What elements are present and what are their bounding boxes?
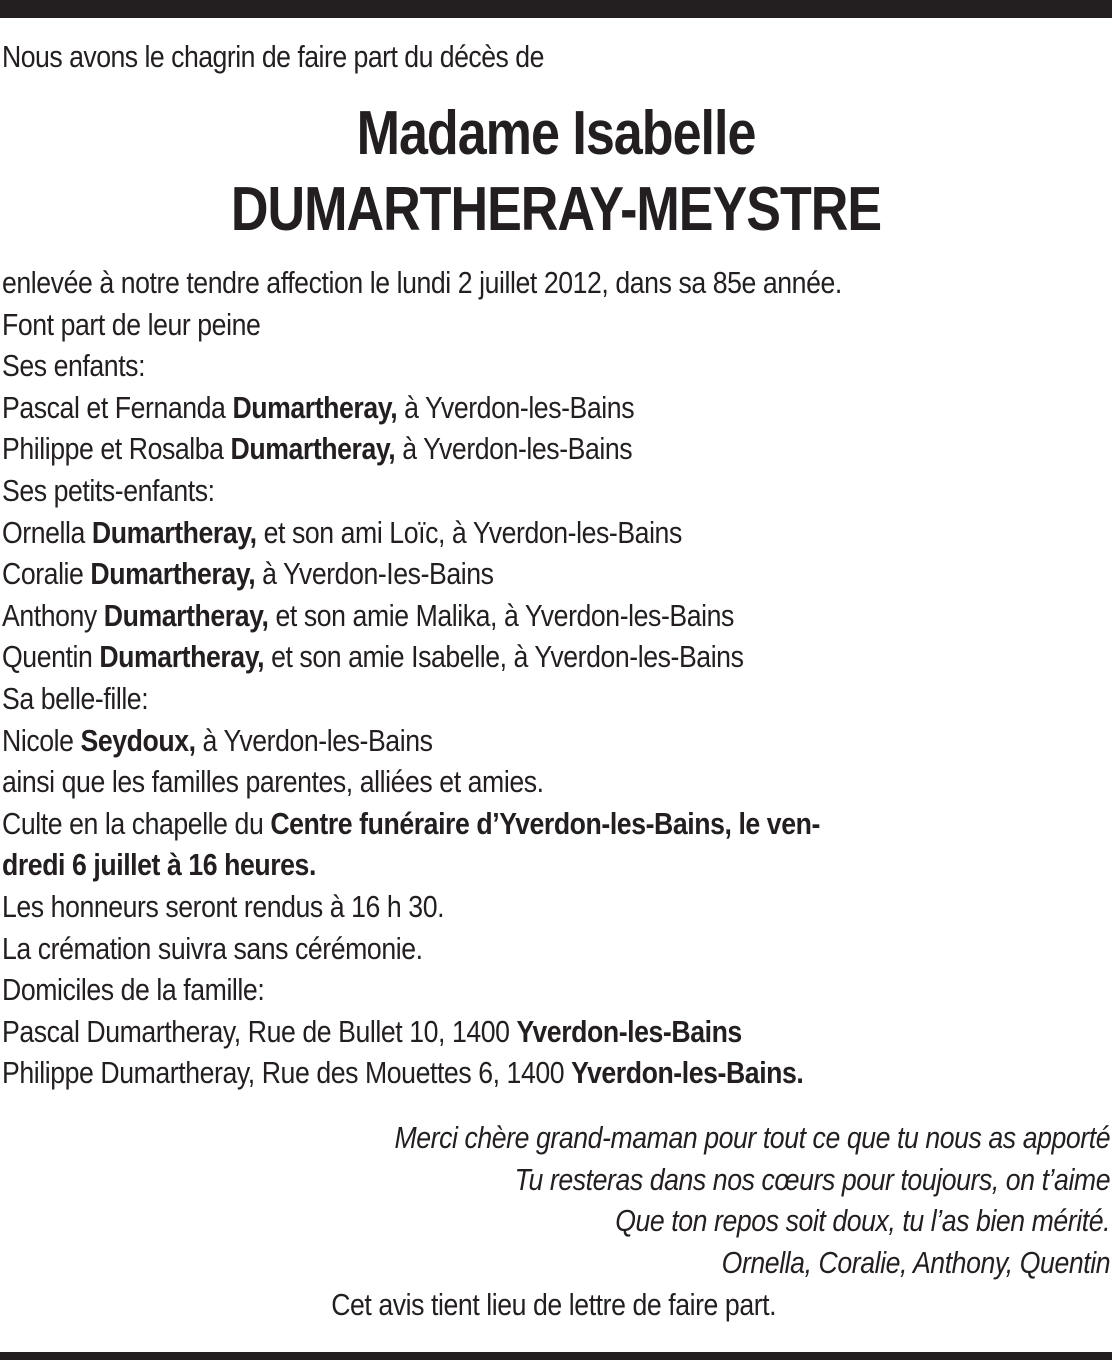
- list-item: Philippe et Rosalba Dumartheray, à Yverdon-les-Bains: [2, 431, 633, 467]
- list-item: Philippe Dumartheray, Rue des Mouettes 6, 1400 Yverdon-les-Bains.: [2, 1055, 804, 1091]
- list-item: Ornella Dumartheray, et son ami Loïc, à Yverdon-les-Bains: [2, 514, 682, 550]
- deceased-name-line-2: DUMARTHERAY-MEYSTRE: [230, 175, 882, 244]
- list-item: Coralie Dumartheray, à Yverdon-Ies-Bains: [2, 556, 494, 592]
- poem-signature: Ornella, Coralie, Anthony, Quentin: [721, 1244, 1110, 1280]
- cremation-text: La crémation suivra sans cérémonie.: [2, 930, 423, 966]
- tribute-poem: [394, 1117, 1110, 1283]
- list-item: Nicole Seydoux, à Yverdon-les-Bains: [2, 722, 433, 758]
- list-item: Quentin Dumartheray, et son amie Isabelle, à Yverdon-les-Bains: [2, 639, 744, 675]
- intro-text: Nous avons le chagrin de faire part du décès de: [2, 39, 544, 74]
- announcement: enlevée à notre tendre affection le lundi 2 juillet 2012, dans sa 85e année.: [2, 265, 842, 300]
- closing-note: [0, 1284, 1112, 1326]
- honours-text: Les honneurs seront rendus à 16 h 30.: [2, 888, 445, 924]
- notice-body: [2, 262, 1112, 1094]
- poem-line: Que ton repos soit doux, tu l’as bien mérité.: [615, 1203, 1110, 1238]
- deceased-name: [0, 96, 1112, 248]
- daughter-in-law-heading: Sa belle-fille:: [2, 680, 149, 716]
- mourners-intro: Font part de leur peine: [2, 306, 261, 342]
- list-item: Anthony Dumartheray, et son amie Malika, à Yverdon-les-Bains: [2, 597, 734, 633]
- domiciles-heading: Domiciles de la famille:: [2, 972, 265, 1008]
- service-line-1: Culte en la chapelle du Centre funéraire d’Yverdon-les-Bains, le ven-: [2, 805, 820, 841]
- top-rule: [0, 0, 1112, 18]
- list-item: Pascal et Fernanda Dumartheray, à Yverdon-les-Bains: [2, 389, 635, 425]
- service-line-2: dredi 6 juillet à 16 heures.: [2, 847, 316, 883]
- closing-text: Cet avis tient lieu de lettre de faire part.: [331, 1287, 777, 1322]
- poem-line: Merci chère grand-maman pour tout ce que tu nous as apporté: [394, 1120, 1110, 1155]
- bottom-rule: [0, 1352, 1112, 1360]
- deceased-name-line-1: Madame Isabelle: [356, 99, 756, 168]
- grandchildren-heading: Ses petits-enfants:: [2, 472, 215, 508]
- poem-line: Tu resteras dans nos cœurs pour toujours, on t’aime: [514, 1161, 1110, 1197]
- list-item: Pascal Dumartheray, Rue de Bullet 10, 1400 Yverdon-les-Bains: [2, 1013, 742, 1049]
- families-text: ainsi que les familles parentes, alliées et amies.: [2, 764, 544, 800]
- children-heading: Ses enfants:: [2, 348, 146, 384]
